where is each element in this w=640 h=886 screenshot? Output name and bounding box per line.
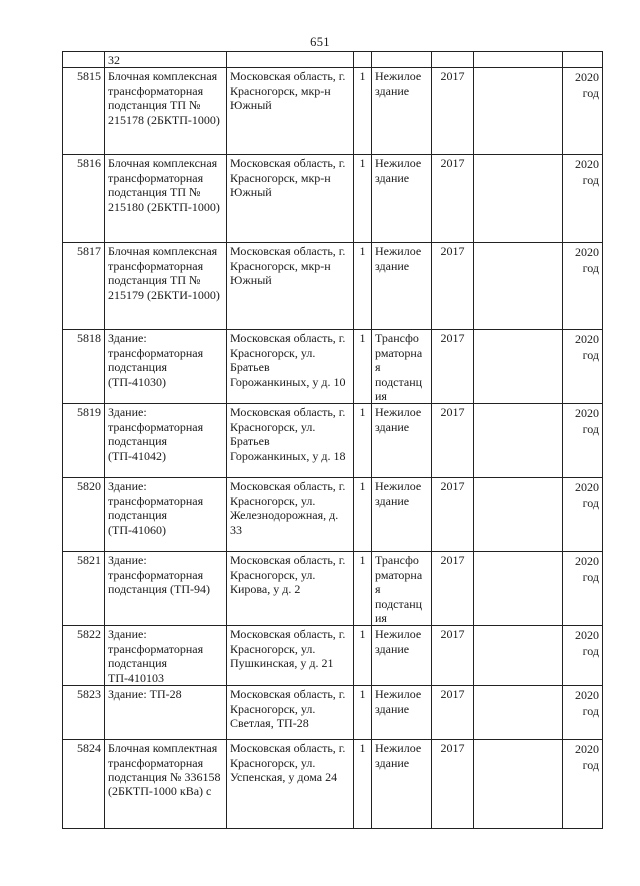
object-address: Московская область, г. Красногорск, ул. Светлая, ТП-28	[227, 686, 354, 740]
object-purpose: Нежилое здание	[372, 686, 432, 740]
object-address: Московская область, г. Красногорск, ул. Успенская, у дома 24	[227, 740, 354, 829]
object-address: Московская область, г. Красногорск, ул. Братьев Горожанкиных, у д. 10	[227, 330, 354, 404]
object-address: Московская область, г. Красногорск, мкр-н Южный	[227, 155, 354, 243]
object-name: Блочная комплексная трансформаторная подстанция ТП № 215178 (2БКТП-1000)	[105, 68, 227, 155]
object-address: Московская область, г. Красногорск, ул. Железнодорожная, д. 33	[227, 478, 354, 552]
cell	[372, 52, 432, 68]
object-purpose: Нежилое здание	[372, 626, 432, 686]
object-extra	[474, 552, 563, 626]
object-year: 2017	[432, 68, 474, 155]
object-extra	[474, 626, 563, 686]
object-plan-year: 2020 год	[563, 478, 603, 552]
page-number: 651	[310, 35, 330, 49]
object-quantity: 1	[354, 552, 372, 626]
object-year: 2017	[432, 626, 474, 686]
table-row	[63, 330, 603, 404]
table-row	[63, 478, 603, 552]
table-row	[63, 155, 603, 243]
object-plan-year: 2020 год	[563, 626, 603, 686]
row-number: 5820	[63, 478, 105, 552]
object-extra	[474, 243, 563, 330]
row-number: 5824	[63, 740, 105, 829]
object-name: Блочная комплексная трансформаторная подстанция ТП № 215180 (2БКТП-1000)	[105, 155, 227, 243]
object-address: Московская область, г. Красногорск, ул. Кирова, у д. 2	[227, 552, 354, 626]
object-purpose: Трансфо рматорна я подстанц ия	[372, 552, 432, 626]
object-year: 2017	[432, 243, 474, 330]
object-quantity: 1	[354, 155, 372, 243]
object-name: Здание: трансформаторная подстанция (ТП-41042)	[105, 404, 227, 478]
row-number: 5823	[63, 686, 105, 740]
registry-table	[62, 51, 603, 829]
object-extra	[474, 404, 563, 478]
table-row	[63, 740, 603, 829]
object-year: 2017	[432, 686, 474, 740]
object-purpose: Нежилое здание	[372, 68, 432, 155]
cell	[432, 52, 474, 68]
object-name: Здание: трансформаторная подстанция ТП-410103	[105, 626, 227, 686]
continuation-row	[63, 52, 603, 68]
table-row	[63, 404, 603, 478]
object-address: Московская область, г. Красногорск, мкр-н Южный	[227, 243, 354, 330]
object-extra	[474, 330, 563, 404]
object-extra	[474, 478, 563, 552]
cell	[63, 52, 105, 68]
object-year: 2017	[432, 330, 474, 404]
row-number: 5822	[63, 626, 105, 686]
table-row	[63, 626, 603, 686]
object-name: Здание: ТП-28	[105, 686, 227, 740]
object-name: Блочная комплексная трансформаторная подстанция ТП № 215179 (2БКТИ-1000)	[105, 243, 227, 330]
object-quantity: 1	[354, 740, 372, 829]
object-quantity: 1	[354, 243, 372, 330]
cell	[354, 52, 372, 68]
table-row	[63, 243, 603, 330]
row-number: 5816	[63, 155, 105, 243]
object-quantity: 1	[354, 686, 372, 740]
object-address: Московская область, г. Красногорск, мкр-н Южный	[227, 68, 354, 155]
cell	[563, 52, 603, 68]
object-quantity: 1	[354, 404, 372, 478]
object-extra	[474, 155, 563, 243]
object-quantity: 1	[354, 626, 372, 686]
object-purpose: Нежилое здание	[372, 404, 432, 478]
cell	[227, 52, 354, 68]
object-year: 2017	[432, 155, 474, 243]
object-quantity: 1	[354, 68, 372, 155]
object-extra	[474, 740, 563, 829]
object-plan-year: 2020 год	[563, 68, 603, 155]
object-name: Здание: трансформаторная подстанция (ТП-41030)	[105, 330, 227, 404]
object-year: 2017	[432, 740, 474, 829]
object-extra	[474, 686, 563, 740]
table-row	[63, 68, 603, 155]
object-plan-year: 2020 год	[563, 330, 603, 404]
object-plan-year: 2020 год	[563, 243, 603, 330]
row-number: 5815	[63, 68, 105, 155]
object-year: 2017	[432, 478, 474, 552]
object-name: Здание: трансформаторная подстанция (ТП-94)	[105, 552, 227, 626]
object-plan-year: 2020 год	[563, 552, 603, 626]
row-number: 5817	[63, 243, 105, 330]
object-purpose: Нежилое здание	[372, 478, 432, 552]
object-year: 2017	[432, 552, 474, 626]
object-plan-year: 2020 год	[563, 686, 603, 740]
object-quantity: 1	[354, 478, 372, 552]
row-number: 5818	[63, 330, 105, 404]
object-purpose: Нежилое здание	[372, 243, 432, 330]
object-name: Блочная комплектная трансформаторная подстанция № 336158 (2БКТП-1000 кВа) с	[105, 740, 227, 829]
cell	[474, 52, 563, 68]
object-year: 2017	[432, 404, 474, 478]
object-plan-year: 2020 год	[563, 404, 603, 478]
object-purpose: Нежилое здание	[372, 740, 432, 829]
object-quantity: 1	[354, 330, 372, 404]
row-number: 5819	[63, 404, 105, 478]
object-purpose: Трансфо рматорна я подстанц ия	[372, 330, 432, 404]
object-extra	[474, 68, 563, 155]
table-row	[63, 686, 603, 740]
object-plan-year: 2020 год	[563, 740, 603, 829]
row-number: 5821	[63, 552, 105, 626]
object-address: Московская область, г. Красногорск, ул. Братьев Горожанкиных, у д. 18	[227, 404, 354, 478]
object-plan-year: 2020 год	[563, 155, 603, 243]
object-address: Московская область, г. Красногорск, ул. Пушкинская, у д. 21	[227, 626, 354, 686]
object-purpose: Нежилое здание	[372, 155, 432, 243]
object-name: Здание: трансформаторная подстанция (ТП-41060)	[105, 478, 227, 552]
table-row	[63, 552, 603, 626]
continuation-label: 32	[105, 52, 227, 68]
